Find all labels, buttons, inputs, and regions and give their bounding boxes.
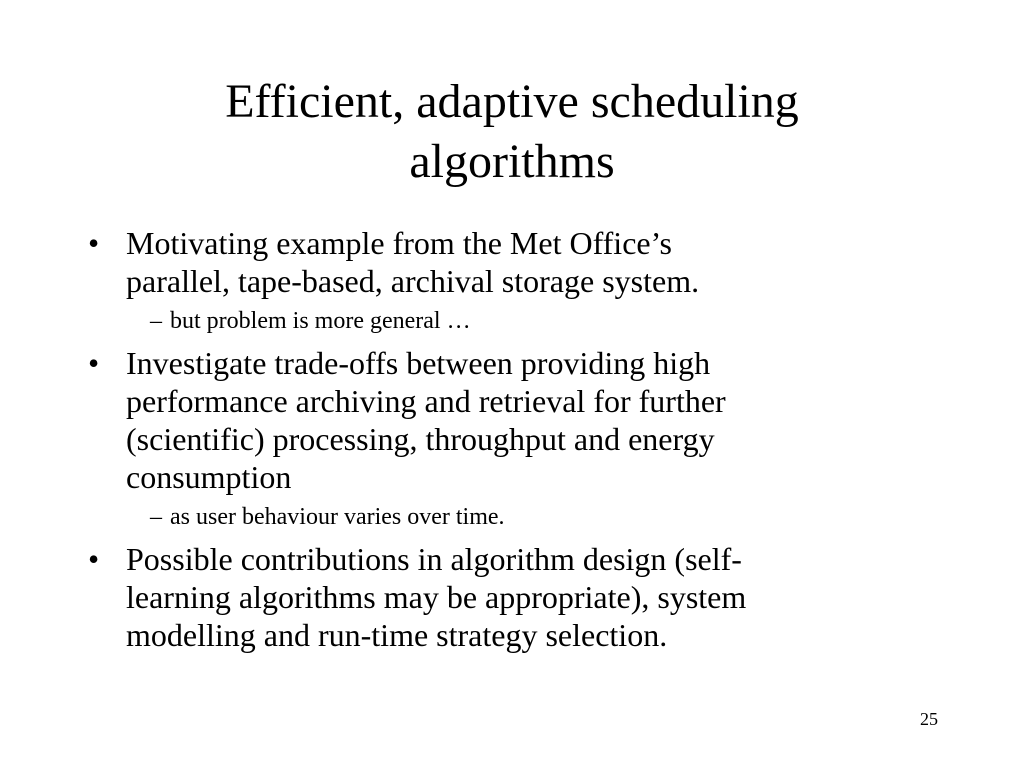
- bullet-icon: •: [88, 225, 100, 261]
- bullet-text: [126, 540, 928, 654]
- bullet-list: [88, 224, 928, 662]
- bullet-line: learning algorithms may be appropriate), system: [126, 579, 747, 615]
- bullet-line: consumption: [126, 459, 292, 495]
- sub-bullet-list: [126, 306, 928, 336]
- bullet-line: Possible contributions in algorithm design (self-: [126, 541, 742, 577]
- bullet-icon: •: [88, 345, 100, 381]
- dash-icon: –: [150, 308, 162, 334]
- bullet-line: Investigate trade-offs between providing high: [126, 345, 711, 381]
- bullet-text: [126, 224, 928, 300]
- title-line-2: algorithms: [409, 135, 615, 188]
- bullet-text: [126, 344, 928, 496]
- bullet-line: Motivating example from the Met Office’s: [126, 225, 672, 261]
- bullet-item-3: [88, 540, 928, 654]
- bullet-item-1: [88, 224, 928, 336]
- bullet-line: (scientific) processing, throughput and energy: [126, 421, 715, 457]
- sub-bullet-text: as user behaviour varies over time.: [170, 504, 505, 530]
- slide-title: [112, 72, 912, 192]
- sub-bullet-item: [126, 502, 928, 532]
- sub-bullet-text: but problem is more general …: [170, 308, 471, 334]
- bullet-line: parallel, tape-based, archival storage system.: [126, 263, 700, 299]
- title-line-1: Efficient, adaptive scheduling: [225, 75, 799, 128]
- dash-icon: –: [150, 504, 162, 530]
- bullet-icon: •: [88, 541, 100, 577]
- bullet-line: modelling and run-time strategy selection.: [126, 617, 668, 653]
- sub-bullet-item: [126, 306, 928, 336]
- page-number: 25: [920, 709, 938, 729]
- sub-bullet-list: [126, 502, 928, 532]
- bullet-item-2: [88, 344, 928, 532]
- bullet-line: performance archiving and retrieval for further: [126, 383, 726, 419]
